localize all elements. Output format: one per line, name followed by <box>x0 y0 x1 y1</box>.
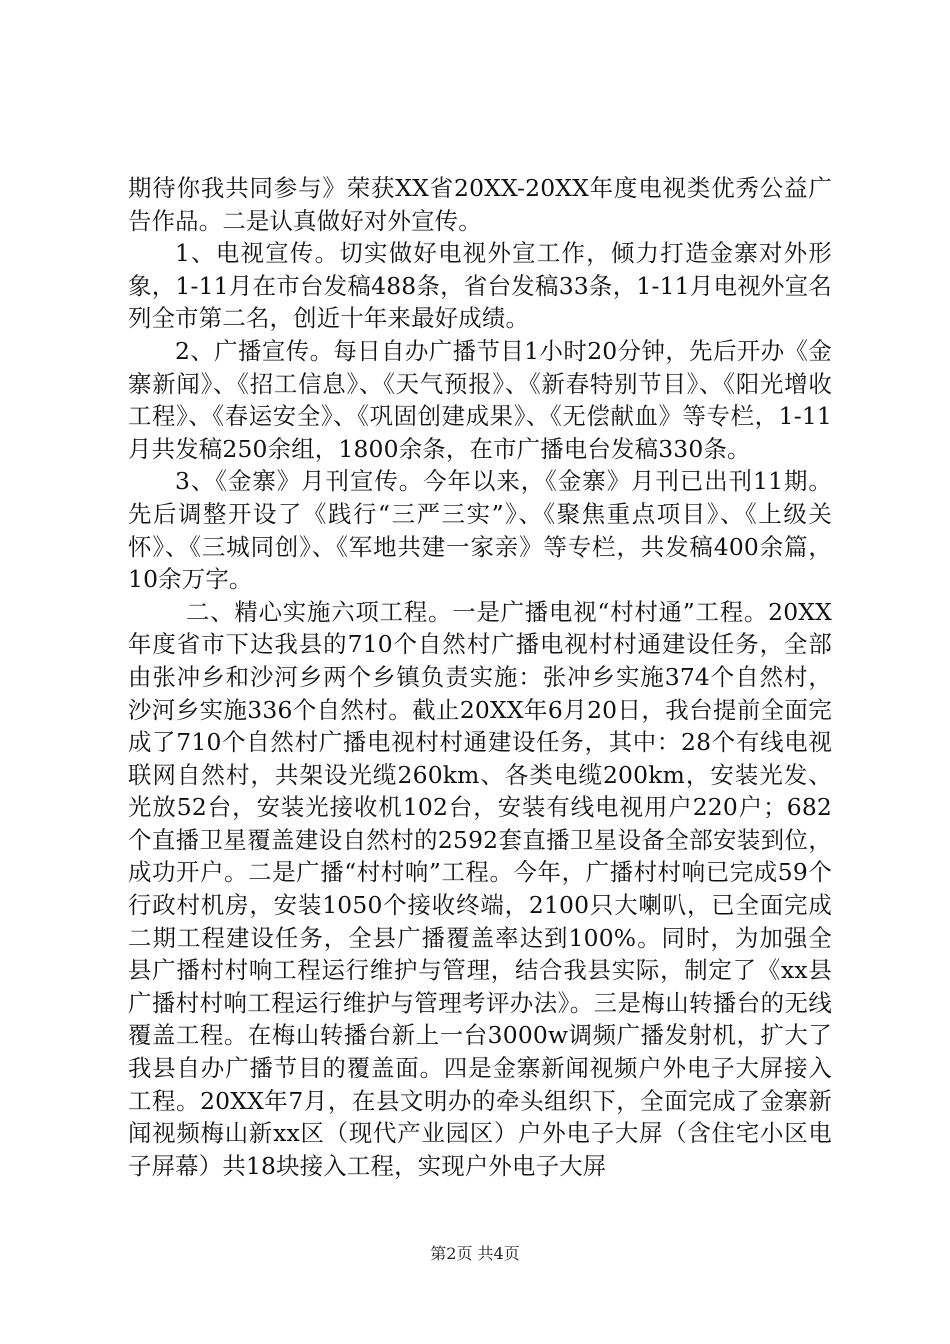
paragraph-monthly-publicity: 3、《金寨》月刊宣传。今年以来，《金寨》月刊已出刊11期。先后调整开设了《践行“三严三实”》、《聚焦重点项目》、《上级关怀》、《三城同创》、《军地共建一家亲》等专栏，共发稿400余篇，10余万字。 <box>128 467 832 594</box>
page-number-footer: 第2页 共4页 <box>430 1244 520 1263</box>
paragraph-tv-publicity: 1、电视宣传。切实做好电视外宣工作，倾力打造金寨对外形象，1-11月在市台发稿488条，省台发稿33条，1-11月电视外宣名列全市第二名，创近十年来最好成绩。 <box>128 239 832 333</box>
paragraph-radio-publicity: 2、广播宣传。每日自办广播节目1小时20分钟，先后开办《金寨新闻》、《招工信息》、《天气预报》、《新春特别节目》、《阳光增收工程》、《春运安全》、《巩固创建成果》、《无偿献血》等专栏，1-11月共发稿250余组，1800余条，在市广播电台发稿330条。 <box>128 336 832 463</box>
paragraph-continuation: 期待你我共同参与》荣获XX省20XX-20XX年度电视类优秀公益广告作品。二是认真做好对外宣传。 <box>128 174 832 235</box>
document-body <box>128 172 832 1182</box>
paragraph-six-projects: 二、精心实施六项工程。一是广播电视“村村通”工程。20XX年度省市下达我县的710个自然村广播电视村村通建设任务，全部由张冲乡和沙河乡两个乡镇负责实施：张冲乡实施374个自然村，沙河乡实施336个自然村。截止20XX年6月20日，我台提前全面完成了710个自然村广播电视村村通建设任务，其中：28个有线电视联网自然村，共架设光缆260km、各类电缆200km，安装光发、光放52台，安装光接收机102台，安装有线电视用户220户；682个直播卫星覆盖建设自然村的2592套直播卫星设备全部安装到位，成功开户。二是广播“村村响”工程。今年，广播村村响已完成59个行政村机房，安装1050个接收终端，2100只大喇叭，已全面完成二期工程建设任务，全县广播覆盖率达到100%。同时，为加强全县广播村村响工程运行维护与管理，结合我县实际，制定了《xx县广播村村响工程运行维护与管理考评办法》。三是梅山转播台的无线覆盖工程。在梅山转播台新上一台3000w调频广播发射机，扩大了我县自办广播节目的覆盖面。四是金寨新闻视频户外电子大屏接入工程。20XX年7月，在县文明办的牵头组织下，全面完成了金寨新闻视频梅山新xx区（现代产业园区）户外电子大屏（含住宅小区电子屏幕）共18块接入工程，实现户外电子大屏 <box>128 597 832 1180</box>
